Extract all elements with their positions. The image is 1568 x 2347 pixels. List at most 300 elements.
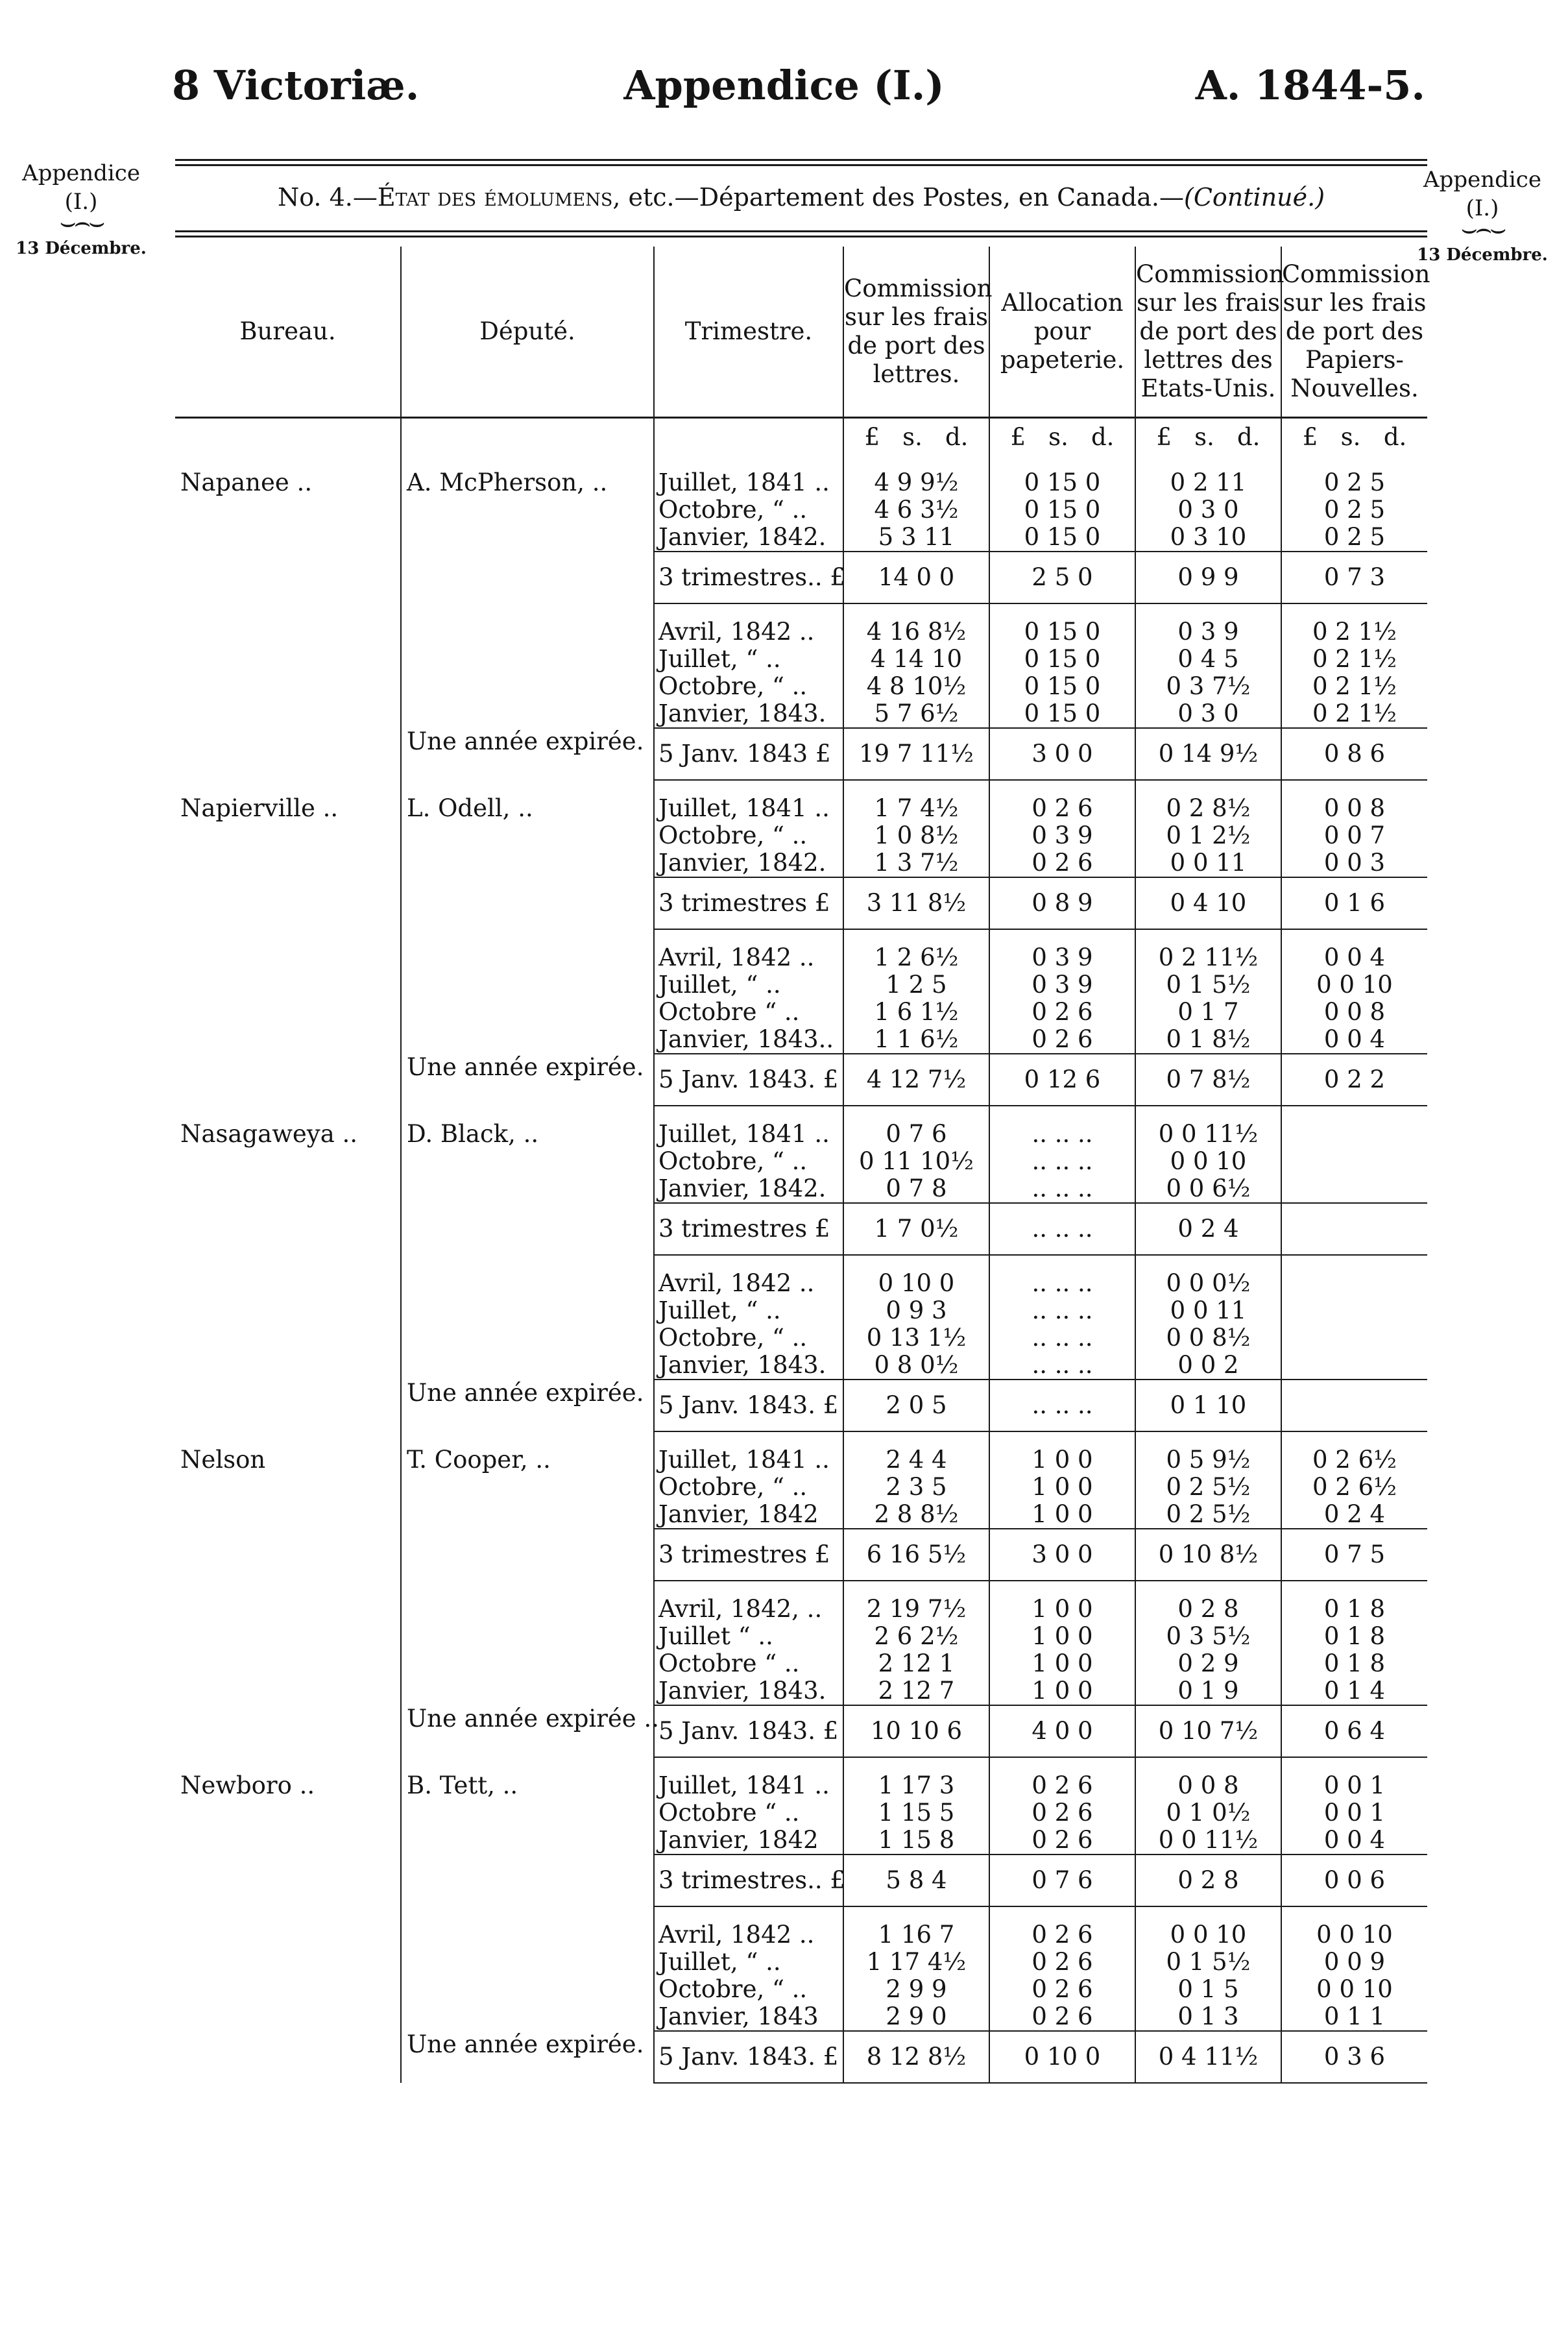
- cell-line: 0 0 1: [1323, 1799, 1386, 1827]
- cell-line: .. .. ..: [1031, 1120, 1093, 1148]
- cell-line: [180, 944, 400, 971]
- cell-line: 0 0 10: [1316, 1921, 1393, 1949]
- quarter-row: [175, 469, 1427, 552]
- depute-cell: [401, 1121, 654, 1203]
- cell-line: 0 3 9: [1031, 971, 1093, 999]
- cell-line: 0 0 6: [1323, 1866, 1386, 1894]
- trimestre-cell: [654, 795, 843, 877]
- cell-line: 0 9 3: [886, 1296, 947, 1324]
- cell-line: Avril, 1842 ..: [658, 1921, 815, 1949]
- cell-line: 0 3 0: [1177, 699, 1239, 727]
- cell-line: 3 trimestres.. £: [658, 563, 845, 591]
- cell-line: [1282, 1215, 1427, 1243]
- commission-etats-unis-cell: [1135, 1270, 1281, 1380]
- col-header-commission-papiers: [1281, 247, 1430, 418]
- cell-line: Juillet, “ ..: [658, 1296, 781, 1324]
- header-line: Commission: [1136, 260, 1285, 288]
- cell-line: Nasagaweya ..: [180, 1120, 358, 1148]
- cell-line: 3 trimestres £: [658, 1540, 830, 1568]
- cell-line: 0 1 5: [1177, 1975, 1239, 2003]
- allocation-cell: [989, 1854, 1135, 1906]
- cell-line: 2 9 9: [886, 1975, 947, 2003]
- cell-line: Janvier, 1842: [658, 1500, 819, 1528]
- cell-line: Avril, 1842, ..: [658, 1595, 823, 1623]
- commission-lettres-cell: [843, 1529, 989, 1581]
- cell-line: 14 0 0: [878, 563, 955, 591]
- total-row: [175, 728, 1427, 780]
- allocation-cell: [989, 1529, 1135, 1581]
- commission-papiers-cell: [1281, 795, 1427, 877]
- units-cell: [1281, 418, 1427, 456]
- cell-line: 1 7 0½: [874, 1215, 959, 1243]
- cell-line: 0 0 2: [1177, 1351, 1239, 1379]
- bureau-cell: [175, 2031, 401, 2083]
- commission-papiers-cell: [1281, 1596, 1427, 1705]
- trimestre-cell: [654, 618, 843, 728]
- cell-line: Janvier, 1843.: [658, 699, 826, 727]
- col-header-bureau: Bureau.: [175, 247, 401, 418]
- row-spacer: [175, 1255, 1427, 1270]
- title-italic: (Continué.): [1184, 183, 1325, 212]
- cell-line: 0 6 4: [1323, 1717, 1386, 1745]
- commission-etats-unis-cell: [1135, 1705, 1281, 1757]
- cell-line: Nelson: [180, 1446, 266, 1474]
- brace-ornament: ⌣⌢⌣: [1460, 214, 1504, 244]
- bureau-cell: [175, 1854, 401, 1906]
- commission-papiers-cell: [1281, 469, 1427, 552]
- cell-line: [1282, 1297, 1427, 1324]
- cell-line: Octobre, “ ..: [658, 1324, 808, 1352]
- cell-line: 0 15 0: [1024, 645, 1101, 673]
- trimestre-cell: [654, 1854, 843, 1906]
- unit-label: s.: [1194, 422, 1214, 451]
- commission-lettres-cell: [843, 1270, 989, 1380]
- cell-line: 0 0 3: [1323, 849, 1386, 877]
- cell-line: [180, 1854, 400, 1882]
- commission-etats-unis-cell: [1135, 728, 1281, 780]
- commission-papiers-cell: [1281, 1854, 1427, 1906]
- cell-line: 0 5 9½: [1166, 1446, 1251, 1474]
- cell-line: 0 2 1½: [1312, 645, 1397, 673]
- depute-cell: [401, 1203, 654, 1255]
- cell-line: 2 12 7: [878, 1677, 955, 1705]
- depute-cell: [401, 1921, 654, 2031]
- allocation-cell: [989, 469, 1135, 552]
- trimestre-cell: [654, 1380, 843, 1431]
- cell-line: 1 0 8½: [874, 821, 959, 849]
- units-cell: [1135, 418, 1281, 456]
- cell-line: 0 7 6: [1031, 1866, 1093, 1894]
- cell-line: 1 0 0: [1031, 1500, 1093, 1528]
- cell-line: 0 10 0: [878, 1269, 955, 1297]
- cell-line: 0 1 8: [1323, 1595, 1386, 1623]
- col-header-trimestre: Trimestre.: [654, 247, 843, 418]
- allocation-cell: [989, 618, 1135, 728]
- col-header-allocation: [989, 247, 1135, 418]
- commission-etats-unis-cell: [1135, 1203, 1281, 1255]
- trimestre-cell: [654, 1270, 843, 1380]
- cell-line: 0 0 10: [1316, 1975, 1393, 2003]
- depute-cell: [401, 1529, 654, 1581]
- cell-line: Une année expirée.: [407, 2030, 644, 2058]
- allocation-cell: [989, 1772, 1135, 1854]
- cell-line: Janvier, 1842.: [658, 1174, 826, 1202]
- depute-cell: [401, 469, 654, 552]
- header-line: sur les frais: [1136, 289, 1280, 317]
- commission-lettres-cell: [843, 877, 989, 929]
- cell-line: 0 10 8½: [1158, 1540, 1259, 1568]
- cell-line: 0 12 6: [1024, 1065, 1101, 1093]
- cell-line: Une année expirée.: [407, 1379, 644, 1407]
- cell-line: Octobre, “ ..: [658, 1473, 808, 1501]
- cell-line: 0 1 1: [1323, 2002, 1386, 2030]
- commission-papiers-cell: [1281, 1380, 1427, 1431]
- cell-line: 0 2 6: [1031, 1948, 1093, 1976]
- cell-line: 0 0 8: [1177, 1771, 1239, 1799]
- cell-line: 5 8 4: [886, 1866, 947, 1894]
- title-caps: État des émolumens,: [377, 183, 621, 212]
- cell-line: 0 0 6½: [1166, 1174, 1251, 1202]
- margin-label-2: (I.): [64, 189, 98, 215]
- depute-cell: [401, 1270, 654, 1380]
- unit-label: £: [864, 422, 880, 451]
- cell-line: 4 14 10: [870, 645, 963, 673]
- cell-line: Juillet, 1841 ..: [658, 1446, 830, 1474]
- cell-line: 10 10 6: [870, 1717, 963, 1745]
- cell-line: Juillet, “ ..: [658, 645, 781, 673]
- header-line: pour: [1033, 317, 1091, 345]
- bureau-cell: [175, 877, 401, 929]
- allocation-cell: [989, 1705, 1135, 1757]
- header-line: Commission: [1282, 260, 1430, 288]
- commission-papiers-cell: [1281, 1529, 1427, 1581]
- cell-line: 0 4 11½: [1158, 2043, 1259, 2071]
- cell-line: 0 2 8½: [1166, 794, 1251, 822]
- cell-line: 0 4 10: [1170, 889, 1247, 917]
- cell-line: 1 15 5: [878, 1799, 955, 1827]
- cell-line: 1 7 4½: [874, 794, 959, 822]
- total-row: [175, 1054, 1427, 1106]
- cell-line: L. Odell, ..: [407, 794, 533, 822]
- commission-papiers-cell: [1281, 1203, 1427, 1255]
- title-rule-2: [175, 236, 1427, 237]
- trimestre-cell: [654, 1529, 843, 1581]
- bureau-cell: [175, 618, 401, 728]
- top-rule: [175, 159, 1427, 161]
- cell-line: 2 0 5: [886, 1391, 947, 1419]
- unit-label: d.: [1091, 422, 1115, 451]
- cell-line: Juillet, 1841 ..: [658, 1120, 830, 1148]
- cell-line: 0 9 9: [1177, 563, 1239, 591]
- cell-line: 0 2 5½: [1166, 1473, 1251, 1501]
- row-spacer: [175, 1906, 1427, 1921]
- commission-lettres-cell: [843, 1121, 989, 1203]
- cell-line: Napierville ..: [180, 794, 339, 822]
- header-line: Etats-Unis.: [1140, 374, 1276, 402]
- margin-date: 13 Décembre.: [1417, 245, 1548, 265]
- total-row: [175, 1380, 1427, 1431]
- cell-line: 0 2 5: [1323, 496, 1386, 524]
- cell-line: .. .. ..: [1031, 1391, 1093, 1419]
- cell-line: D. Black, ..: [407, 1120, 539, 1148]
- cell-line: 0 2 11½: [1158, 943, 1259, 971]
- unit-label: s.: [902, 422, 923, 451]
- cell-line: [407, 1921, 653, 1949]
- cell-line: 0 3 9: [1177, 618, 1239, 646]
- cell-line: Napanee ..: [180, 468, 313, 496]
- bureau-cell: [175, 944, 401, 1054]
- table-body: [175, 455, 1427, 2083]
- cell-line: Janvier, 1842.: [658, 523, 826, 551]
- depute-cell: [401, 877, 654, 929]
- cell-line: Une année expirée.: [407, 1053, 644, 1081]
- row-spacer: [175, 1431, 1427, 1446]
- cell-line: 0 10 7½: [1158, 1717, 1259, 1745]
- cell-line: [407, 1203, 653, 1230]
- trimestre-cell: [654, 1446, 843, 1529]
- cell-line: 0 1 5½: [1166, 1948, 1251, 1976]
- cell-line: 0 1 5½: [1166, 971, 1251, 999]
- allocation-cell: [989, 1921, 1135, 2031]
- row-spacer: [175, 780, 1427, 795]
- cell-line: 2 12 1: [878, 1649, 955, 1677]
- trimestre-cell: [654, 1203, 843, 1255]
- commission-etats-unis-cell: [1135, 1380, 1281, 1431]
- total-row: [175, 2031, 1427, 2083]
- cell-line: 3 0 0: [1031, 1540, 1093, 1568]
- cell-line: 4 9 9½: [874, 468, 959, 496]
- commission-papiers-cell: [1281, 1772, 1427, 1854]
- cell-line: 0 0 11½: [1158, 1120, 1259, 1148]
- depute-cell: [401, 728, 654, 780]
- cell-line: Juillet, 1841 ..: [658, 794, 830, 822]
- cell-line: A. McPherson, ..: [407, 468, 608, 496]
- commission-lettres-cell: [843, 944, 989, 1054]
- commission-lettres-cell: [843, 795, 989, 877]
- cell-line: 0 0 8: [1323, 998, 1386, 1026]
- bureau-cell: [175, 1054, 401, 1106]
- cell-line: 3 trimestres £: [658, 889, 830, 917]
- cell-line: 0 15 0: [1024, 496, 1101, 524]
- commission-etats-unis-cell: [1135, 1121, 1281, 1203]
- cell-line: 0 1 0½: [1166, 1799, 1251, 1827]
- cell-line: 0 2 5: [1323, 523, 1386, 551]
- header-line: papeterie.: [1000, 346, 1125, 374]
- depute-cell: [401, 1054, 654, 1106]
- commission-lettres-cell: [843, 1772, 989, 1854]
- cell-line: 5 Janv. 1843. £: [658, 1391, 839, 1419]
- cell-line: [1282, 1270, 1427, 1297]
- margin-label: Appendice: [22, 160, 140, 186]
- depute-cell: [401, 1772, 654, 1854]
- cell-line: 0 1 8: [1323, 1622, 1386, 1650]
- header-line: sur les frais: [844, 303, 988, 331]
- cell-line: 0 2 6: [1031, 998, 1093, 1026]
- header-line: Papiers-: [1305, 346, 1404, 374]
- commission-papiers-cell: [1281, 2031, 1427, 2083]
- cell-line: 0 7 5: [1323, 1540, 1386, 1568]
- cell-line: [407, 552, 653, 579]
- depute-cell: [401, 944, 654, 1054]
- cell-line: 0 2 6: [1031, 849, 1093, 877]
- cell-line: 0 8 9: [1031, 889, 1093, 917]
- cell-line: [1282, 1175, 1427, 1202]
- cell-line: .. .. ..: [1031, 1324, 1093, 1352]
- cell-line: 0 2 8: [1177, 1866, 1239, 1894]
- cell-line: Octobre, “ ..: [658, 821, 808, 849]
- units-row: [175, 418, 1427, 456]
- cell-line: Avril, 1842 ..: [658, 1269, 815, 1297]
- cell-line: 1 0 0: [1031, 1595, 1093, 1623]
- margin-label-2: (I.): [1465, 195, 1499, 221]
- cell-line: Juillet, “ ..: [658, 971, 781, 999]
- cell-line: 0 0 1: [1323, 1771, 1386, 1799]
- cell-line: 0 7 3: [1323, 563, 1386, 591]
- commission-etats-unis-cell: [1135, 618, 1281, 728]
- trimestre-cell: [654, 1705, 843, 1757]
- cell-line: B. Tett, ..: [407, 1771, 518, 1799]
- trimestre-cell: [654, 1921, 843, 2031]
- commission-papiers-cell: [1281, 728, 1427, 780]
- cell-line: 0 2 8: [1177, 1595, 1239, 1623]
- cell-line: 0 7 8½: [1166, 1065, 1251, 1093]
- cell-line: 3 trimestres.. £: [658, 1866, 845, 1894]
- commission-papiers-cell: [1281, 1705, 1427, 1757]
- allocation-cell: [989, 1270, 1135, 1380]
- cell-line: 0 2 5: [1323, 468, 1386, 496]
- cell-line: 0 2 1½: [1312, 618, 1397, 646]
- cell-line: 0 2 6: [1031, 1771, 1093, 1799]
- header-line: sur les frais: [1283, 289, 1427, 317]
- allocation-cell: [989, 1596, 1135, 1705]
- commission-papiers-cell: [1281, 618, 1427, 728]
- cell-line: Juillet, 1841 ..: [658, 468, 830, 496]
- cell-line: 1 0 0: [1031, 1446, 1093, 1474]
- cell-line: .. .. ..: [1031, 1296, 1093, 1324]
- margin-label: Appendice: [1423, 167, 1541, 193]
- cell-line: Janvier, 1843.: [658, 1351, 826, 1379]
- cell-line: 2 19 7½: [866, 1595, 967, 1623]
- cell-line: [407, 618, 653, 646]
- cell-line: 1 17 4½: [866, 1948, 967, 1976]
- bureau-cell: [175, 469, 401, 552]
- cell-line: 0 15 0: [1024, 672, 1101, 700]
- header-line: lettres des: [1144, 346, 1273, 374]
- cell-line: [180, 728, 400, 755]
- col-header-depute: Député.: [401, 247, 654, 418]
- cell-line: 4 12 7½: [866, 1065, 967, 1093]
- unit-label: £: [1010, 422, 1026, 451]
- margin-note-left: [6, 159, 156, 263]
- allocation-cell: [989, 2031, 1135, 2083]
- cell-line: 0 2 6: [1031, 1975, 1093, 2003]
- cell-line: 0 1 8½: [1166, 1025, 1251, 1053]
- cell-line: 0 11 10½: [858, 1147, 974, 1175]
- cell-line: 0 2 6½: [1312, 1446, 1397, 1474]
- depute-cell: [401, 2031, 654, 2083]
- cell-line: 0 15 0: [1024, 618, 1101, 646]
- header-left: 8 Victoriæ.: [172, 62, 420, 109]
- trimestre-cell: [654, 944, 843, 1054]
- cell-line: 0 2 4: [1323, 1500, 1386, 1528]
- cell-line: 0 0 10: [1170, 1921, 1247, 1949]
- row-spacer: [175, 1106, 1427, 1121]
- depute-cell: [401, 1705, 659, 1757]
- cell-line: Janvier, 1842: [658, 1826, 819, 1854]
- row-spacer: [175, 929, 1427, 944]
- cell-line: 0 2 5½: [1166, 1500, 1251, 1528]
- trimestre-cell: [654, 1772, 843, 1854]
- commission-lettres-cell: [843, 1921, 989, 2031]
- cell-line: 2 4 4: [886, 1446, 947, 1474]
- bureau-cell: [175, 1772, 401, 1854]
- bureau-cell: [175, 728, 401, 780]
- cell-line: 0 15 0: [1024, 468, 1101, 496]
- cell-line: 0 15 0: [1024, 699, 1101, 727]
- cell-line: Octobre “ ..: [658, 1799, 800, 1827]
- cell-line: 0 2 11: [1170, 468, 1247, 496]
- cell-line: Juillet, “ ..: [658, 1948, 781, 1976]
- cell-line: Janvier, 1843..: [658, 1025, 834, 1053]
- cell-line: 4 6 3½: [874, 496, 959, 524]
- cell-line: Une année expirée.: [407, 727, 644, 755]
- cell-line: 19 7 11½: [858, 740, 974, 768]
- quarter-row: [175, 618, 1427, 728]
- cell-line: [407, 944, 653, 971]
- allocation-cell: [989, 728, 1135, 780]
- brace-ornament: ⌣⌢⌣: [59, 208, 103, 237]
- cell-line: Janvier, 1843.: [658, 1677, 826, 1705]
- cell-line: 2 3 5: [886, 1473, 947, 1501]
- cell-line: 0 1 6: [1323, 889, 1386, 917]
- allocation-cell: [989, 552, 1135, 603]
- quarter-row: [175, 1270, 1427, 1380]
- cell-line: 0 8 0½: [874, 1351, 959, 1379]
- commission-etats-unis-cell: [1135, 552, 1281, 603]
- commission-lettres-cell: [843, 1054, 989, 1106]
- cell-line: 0 7 6: [886, 1120, 947, 1148]
- cell-line: 0 2 6: [1031, 1826, 1093, 1854]
- header-line: Allocation: [1001, 289, 1124, 317]
- cell-line: .. .. ..: [1031, 1215, 1093, 1243]
- cell-line: [180, 1705, 400, 1733]
- col-header-commission-lettres: [843, 247, 993, 418]
- cell-line: Janvier, 1842.: [658, 849, 826, 877]
- cell-line: [180, 1921, 400, 1949]
- cell-line: Octobre “ ..: [658, 998, 800, 1026]
- title-rule: [175, 230, 1427, 232]
- quarter-row: [175, 795, 1427, 877]
- unit-label: £: [1302, 422, 1318, 451]
- cell-line: 0 3 6: [1323, 2043, 1386, 2071]
- cell-line: 0 15 0: [1024, 523, 1101, 551]
- cell-line: 0 1 4: [1323, 1677, 1386, 1705]
- cell-line: 1 0 0: [1031, 1473, 1093, 1501]
- cell-line: 3 0 0: [1031, 740, 1093, 768]
- cell-line: 2 9 0: [886, 2002, 947, 2030]
- cell-line: [1282, 1352, 1427, 1379]
- trimestre-cell: [654, 469, 843, 552]
- commission-lettres-cell: [843, 728, 989, 780]
- cell-line: 5 7 6½: [874, 699, 959, 727]
- cell-line: 4 8 10½: [866, 672, 967, 700]
- row-spacer: [175, 603, 1427, 618]
- cell-line: 0 2 4: [1177, 1215, 1239, 1243]
- commission-papiers-cell: [1281, 944, 1427, 1054]
- cell-line: 3 trimestres £: [658, 1215, 830, 1243]
- margin-note-right: [1408, 165, 1557, 269]
- cell-line: Newboro ..: [180, 1771, 315, 1799]
